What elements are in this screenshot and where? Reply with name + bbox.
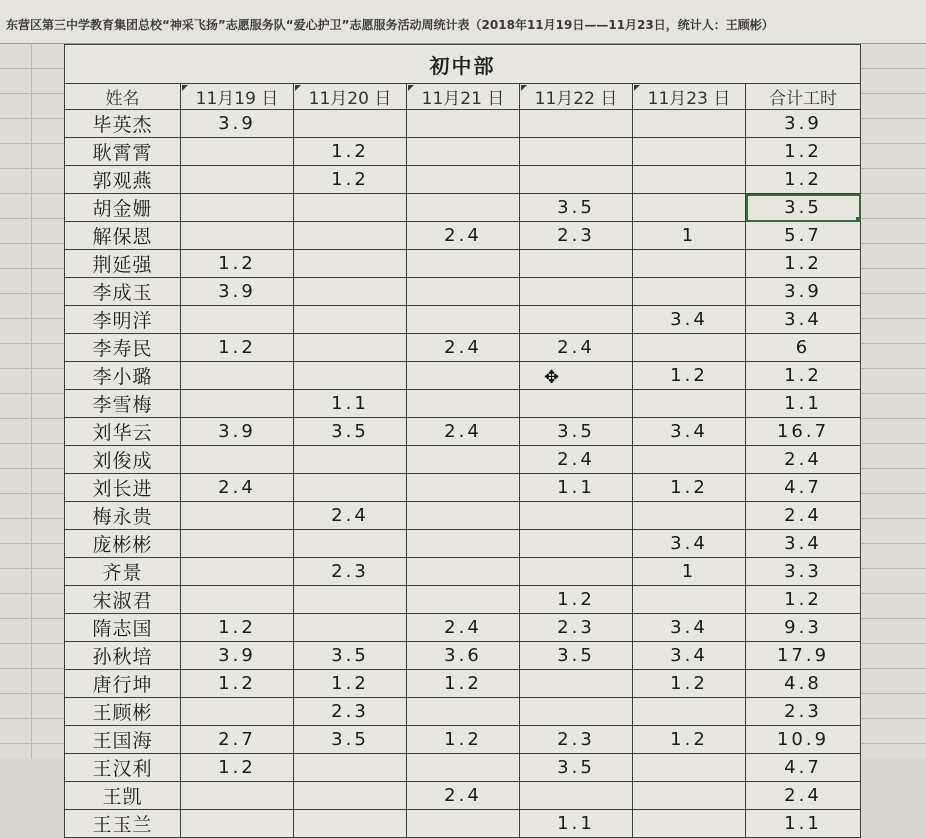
hours-cell[interactable] <box>294 754 407 782</box>
total-hours-cell[interactable]: 16.7 <box>746 418 861 446</box>
hours-cell[interactable] <box>181 586 294 614</box>
volunteer-name-cell[interactable]: 隋志国 <box>65 614 181 642</box>
hours-cell[interactable] <box>407 530 520 558</box>
hours-cell[interactable] <box>294 306 407 334</box>
hours-cell[interactable] <box>407 474 520 502</box>
hours-cell[interactable] <box>633 586 746 614</box>
hours-cell[interactable]: 3.5 <box>520 418 633 446</box>
table-row <box>65 810 861 838</box>
header-label: 11月21 日 <box>421 89 505 109</box>
hours-cell[interactable]: 1.2 <box>633 474 746 502</box>
table-row <box>65 754 861 782</box>
total-hours-cell[interactable]: 10.9 <box>746 726 861 754</box>
table-row <box>65 474 861 502</box>
hours-cell[interactable] <box>181 502 294 530</box>
hours-cell[interactable]: 2.4 <box>407 614 520 642</box>
hours-cell[interactable]: 1.2 <box>633 726 746 754</box>
volunteer-name-cell[interactable]: 王顾彬 <box>65 698 181 726</box>
table-row <box>65 194 861 222</box>
hours-cell[interactable]: 1.2 <box>181 754 294 782</box>
table-title[interactable]: 初中部 <box>65 45 861 84</box>
total-hours-cell[interactable]: 1.1 <box>746 390 861 418</box>
hours-cell[interactable]: 2.4 <box>520 446 633 474</box>
hours-cell[interactable]: 2.7 <box>181 726 294 754</box>
total-hours-cell[interactable]: 1.2 <box>746 138 861 166</box>
hours-cell[interactable]: 1.2 <box>294 670 407 698</box>
total-hours-cell[interactable]: 9.3 <box>746 614 861 642</box>
hours-cell[interactable] <box>520 138 633 166</box>
hours-cell[interactable] <box>520 110 633 138</box>
hours-cell[interactable] <box>181 558 294 586</box>
hours-cell[interactable]: 1.2 <box>520 586 633 614</box>
hours-cell[interactable]: 3.5 <box>520 194 633 222</box>
total-hours-cell[interactable]: 1.2 <box>746 166 861 194</box>
volunteer-name-cell[interactable]: 李寿民 <box>65 334 181 362</box>
hours-cell[interactable]: 3.6 <box>407 642 520 670</box>
hours-cell[interactable]: 1.2 <box>181 670 294 698</box>
volunteer-name-cell[interactable]: 刘俊成 <box>65 446 181 474</box>
hours-cell[interactable] <box>407 194 520 222</box>
total-hours-cell[interactable]: 2.4 <box>746 502 861 530</box>
total-hours-cell[interactable]: 4.8 <box>746 670 861 698</box>
volunteer-name-cell[interactable]: 宋淑君 <box>65 586 181 614</box>
table-row <box>65 138 861 166</box>
table-row <box>65 250 861 278</box>
hours-cell[interactable]: 1.2 <box>181 250 294 278</box>
hours-cell[interactable]: 1 <box>633 222 746 250</box>
hours-cell[interactable] <box>633 782 746 810</box>
hours-cell[interactable]: 1.2 <box>294 138 407 166</box>
table-row <box>65 110 861 138</box>
filter-corner-icon <box>295 85 301 91</box>
total-hours-cell[interactable]: 2.4 <box>746 782 861 810</box>
hours-cell[interactable] <box>294 446 407 474</box>
hours-cell[interactable] <box>294 278 407 306</box>
table-row <box>65 642 861 670</box>
hours-cell[interactable] <box>520 530 633 558</box>
filter-corner-icon <box>408 85 414 91</box>
table-row <box>65 502 861 530</box>
hours-cell[interactable] <box>520 670 633 698</box>
table-row <box>65 166 861 194</box>
hours-cell[interactable] <box>181 194 294 222</box>
hours-cell[interactable] <box>633 138 746 166</box>
hours-cell[interactable]: 3.9 <box>181 278 294 306</box>
hours-cell[interactable] <box>520 782 633 810</box>
hours-cell[interactable]: 3.4 <box>633 530 746 558</box>
hours-cell[interactable] <box>520 250 633 278</box>
filter-corner-icon <box>634 85 640 91</box>
hours-cell[interactable] <box>294 250 407 278</box>
table-row <box>65 782 861 810</box>
total-hours-cell[interactable]: 2.4 <box>746 446 861 474</box>
total-hours-cell[interactable]: 1.2 <box>746 250 861 278</box>
volunteer-hours-table <box>64 44 861 838</box>
hours-cell[interactable] <box>407 250 520 278</box>
volunteer-name-cell[interactable]: 李成玉 <box>65 278 181 306</box>
hours-cell[interactable]: 3.4 <box>633 642 746 670</box>
hours-cell[interactable] <box>407 390 520 418</box>
hours-cell[interactable] <box>520 362 633 390</box>
hours-cell[interactable] <box>407 166 520 194</box>
hours-cell[interactable] <box>633 194 746 222</box>
hours-cell[interactable] <box>294 782 407 810</box>
table-row <box>65 418 861 446</box>
table-row <box>65 278 861 306</box>
hours-cell[interactable] <box>407 558 520 586</box>
volunteer-name-cell[interactable]: 胡金姗 <box>65 194 181 222</box>
hours-cell[interactable]: 2.4 <box>407 334 520 362</box>
filter-corner-icon <box>521 85 527 91</box>
table-row <box>65 446 861 474</box>
hours-cell[interactable]: 3.9 <box>181 642 294 670</box>
cell-select-cross-icon: ✥ <box>544 367 560 388</box>
total-hours-cell[interactable]: 3.9 <box>746 110 861 138</box>
total-hours-cell[interactable]: 3.4 <box>746 530 861 558</box>
table-row <box>65 614 861 642</box>
hours-cell[interactable] <box>633 754 746 782</box>
volunteer-name-cell[interactable]: 解保恩 <box>65 222 181 250</box>
hours-cell[interactable] <box>520 306 633 334</box>
hours-cell[interactable] <box>407 698 520 726</box>
hours-cell[interactable] <box>407 586 520 614</box>
total-hours-cell[interactable]: 1.2 <box>746 362 861 390</box>
hours-cell[interactable] <box>633 390 746 418</box>
hours-cell[interactable]: 3.4 <box>633 306 746 334</box>
hours-cell[interactable] <box>294 586 407 614</box>
total-hours-cell[interactable]: 3.3 <box>746 558 861 586</box>
volunteer-name-cell[interactable]: 耿霄霄 <box>65 138 181 166</box>
hours-cell[interactable] <box>520 166 633 194</box>
hours-cell[interactable] <box>294 222 407 250</box>
header-label: 11月19 日 <box>195 89 279 109</box>
total-hours-cell[interactable]: 2.3 <box>746 698 861 726</box>
hours-cell[interactable]: 3.9 <box>181 110 294 138</box>
total-hours-cell[interactable]: 3.9 <box>746 278 861 306</box>
hours-cell[interactable] <box>520 278 633 306</box>
hours-cell[interactable] <box>181 222 294 250</box>
hours-cell[interactable] <box>294 474 407 502</box>
hours-cell[interactable] <box>407 362 520 390</box>
total-hours-cell[interactable]: 5.7 <box>746 222 861 250</box>
hours-cell[interactable] <box>181 138 294 166</box>
hours-cell[interactable] <box>294 110 407 138</box>
total-hours-cell[interactable]: 17.9 <box>746 642 861 670</box>
table-row <box>65 530 861 558</box>
total-hours-cell[interactable]: 1.1 <box>746 810 861 838</box>
hours-cell[interactable]: 1.1 <box>520 474 633 502</box>
hours-cell[interactable]: 1.2 <box>181 334 294 362</box>
hours-cell[interactable] <box>633 166 746 194</box>
table-row <box>65 698 861 726</box>
hours-cell[interactable] <box>633 250 746 278</box>
hours-cell[interactable]: 2.4 <box>407 418 520 446</box>
hours-cell[interactable]: 3.4 <box>633 418 746 446</box>
hours-cell[interactable]: 1.2 <box>181 614 294 642</box>
header-name[interactable] <box>65 84 181 110</box>
table-row <box>65 670 861 698</box>
volunteer-name-cell[interactable]: 李小璐 <box>65 362 181 390</box>
hours-cell[interactable]: 1.2 <box>633 670 746 698</box>
hours-cell[interactable] <box>181 390 294 418</box>
hours-cell[interactable] <box>633 446 746 474</box>
hours-cell[interactable] <box>181 362 294 390</box>
hours-cell[interactable]: 3.4 <box>633 614 746 642</box>
left-empty-columns <box>0 44 64 759</box>
hours-cell[interactable] <box>294 530 407 558</box>
hours-cell[interactable]: 2.3 <box>520 614 633 642</box>
hours-cell[interactable]: 1.1 <box>520 810 633 838</box>
hours-cell[interactable] <box>181 306 294 334</box>
hours-cell[interactable] <box>181 782 294 810</box>
table-row <box>65 726 861 754</box>
hours-cell[interactable]: 1.2 <box>407 670 520 698</box>
hours-cell[interactable]: 2.4 <box>407 782 520 810</box>
right-empty-columns <box>860 44 926 759</box>
total-hours-cell[interactable]: 6 <box>746 334 861 362</box>
hours-cell[interactable]: 3.5 <box>294 642 407 670</box>
hours-cell[interactable]: 1 <box>633 558 746 586</box>
volunteer-name-cell[interactable]: 李明洋 <box>65 306 181 334</box>
header-label: 姓名 <box>105 89 140 109</box>
volunteer-name-cell[interactable]: 齐景 <box>65 558 181 586</box>
hours-cell[interactable] <box>181 166 294 194</box>
hours-cell[interactable]: 2.4 <box>181 474 294 502</box>
hours-cell[interactable]: 3.5 <box>520 754 633 782</box>
hours-cell[interactable] <box>407 110 520 138</box>
header-date-3[interactable] <box>407 84 520 110</box>
volunteer-name-cell[interactable]: 梅永贵 <box>65 502 181 530</box>
table-row <box>65 586 861 614</box>
header-date-4[interactable] <box>520 84 633 110</box>
volunteer-name-cell[interactable]: 王汉利 <box>65 754 181 782</box>
total-hours-cell[interactable]: 1.2 <box>746 586 861 614</box>
header-date-2[interactable] <box>294 84 407 110</box>
hours-cell[interactable]: 2.4 <box>407 222 520 250</box>
hours-cell[interactable] <box>407 810 520 838</box>
header-label: 合计工时 <box>769 89 837 109</box>
hours-cell[interactable]: 1.1 <box>294 390 407 418</box>
hours-cell[interactable] <box>294 614 407 642</box>
hours-cell[interactable] <box>520 390 633 418</box>
hours-cell[interactable]: 1.2 <box>294 166 407 194</box>
table-row <box>65 306 861 334</box>
header-date-5[interactable] <box>633 84 746 110</box>
hours-cell[interactable] <box>633 810 746 838</box>
hours-cell[interactable] <box>181 446 294 474</box>
hours-cell[interactable] <box>294 810 407 838</box>
hours-cell[interactable] <box>294 362 407 390</box>
volunteer-name-cell[interactable]: 李雪梅 <box>65 390 181 418</box>
hours-cell[interactable] <box>633 110 746 138</box>
hours-cell[interactable]: 2.4 <box>294 502 407 530</box>
header-label: 11月23 日 <box>647 89 731 109</box>
hours-cell[interactable] <box>633 502 746 530</box>
hours-cell[interactable]: 3.9 <box>181 418 294 446</box>
sheet-title-banner: 东营区第三中学教育集团总校“神采飞扬”志愿服务队“爱心护卫”志愿服务活动周统计表（2018年11月19日——11月23日，统计人：王顾彬） <box>0 0 926 44</box>
hours-cell[interactable]: 2.3 <box>294 558 407 586</box>
volunteer-name-cell[interactable]: 唐行坤 <box>65 670 181 698</box>
hours-cell[interactable] <box>520 558 633 586</box>
hours-cell[interactable] <box>407 278 520 306</box>
volunteer-name-cell[interactable]: 王国海 <box>65 726 181 754</box>
hours-cell[interactable] <box>520 502 633 530</box>
hours-cell[interactable] <box>294 334 407 362</box>
hours-cell[interactable] <box>181 810 294 838</box>
hours-cell[interactable] <box>407 138 520 166</box>
table-row <box>65 222 861 250</box>
hours-cell[interactable]: 2.3 <box>520 726 633 754</box>
total-hours-cell[interactable]: 3.4 <box>746 306 861 334</box>
total-hours-cell[interactable]: 4.7 <box>746 474 861 502</box>
hours-cell[interactable]: 3.5 <box>294 726 407 754</box>
hours-cell[interactable] <box>633 278 746 306</box>
hours-cell[interactable] <box>294 194 407 222</box>
volunteer-name-cell[interactable]: 庞彬彬 <box>65 530 181 558</box>
volunteer-name-cell[interactable]: 孙秋培 <box>65 642 181 670</box>
selected-cell[interactable]: 3.5 <box>746 194 861 222</box>
hours-cell[interactable]: 1.2 <box>407 726 520 754</box>
hours-cell[interactable]: 1.2 <box>633 362 746 390</box>
volunteer-name-cell[interactable]: 郭观燕 <box>65 166 181 194</box>
volunteer-name-cell[interactable]: 王凯 <box>65 782 181 810</box>
header-label: 11月20 日 <box>308 89 392 109</box>
table-row <box>65 334 861 362</box>
header-date-1[interactable] <box>181 84 294 110</box>
hours-cell[interactable] <box>407 502 520 530</box>
hours-cell[interactable]: 3.5 <box>294 418 407 446</box>
header-label: 11月22 日 <box>534 89 618 109</box>
hours-cell[interactable] <box>633 698 746 726</box>
volunteer-name-cell[interactable]: 刘长进 <box>65 474 181 502</box>
volunteer-name-cell[interactable]: 荆延强 <box>65 250 181 278</box>
total-hours-cell[interactable]: 4.7 <box>746 754 861 782</box>
table-row <box>65 390 861 418</box>
hours-cell[interactable] <box>520 698 633 726</box>
hours-cell[interactable] <box>181 698 294 726</box>
volunteer-name-cell[interactable]: 王玉兰 <box>65 810 181 838</box>
hours-cell[interactable] <box>407 754 520 782</box>
hours-cell[interactable]: 3.5 <box>520 642 633 670</box>
hours-cell[interactable] <box>181 530 294 558</box>
hours-cell[interactable] <box>407 306 520 334</box>
hours-cell[interactable]: 2.4 <box>520 334 633 362</box>
hours-cell[interactable] <box>407 446 520 474</box>
table-row <box>65 558 861 586</box>
hours-cell[interactable]: 2.3 <box>294 698 407 726</box>
hours-cell[interactable] <box>633 334 746 362</box>
header-total-hours[interactable] <box>746 84 861 110</box>
table-row <box>65 362 861 390</box>
volunteer-name-cell[interactable]: 刘华云 <box>65 418 181 446</box>
hours-cell[interactable]: 2.3 <box>520 222 633 250</box>
filter-corner-icon <box>182 85 188 91</box>
volunteer-name-cell[interactable]: 毕英杰 <box>65 110 181 138</box>
